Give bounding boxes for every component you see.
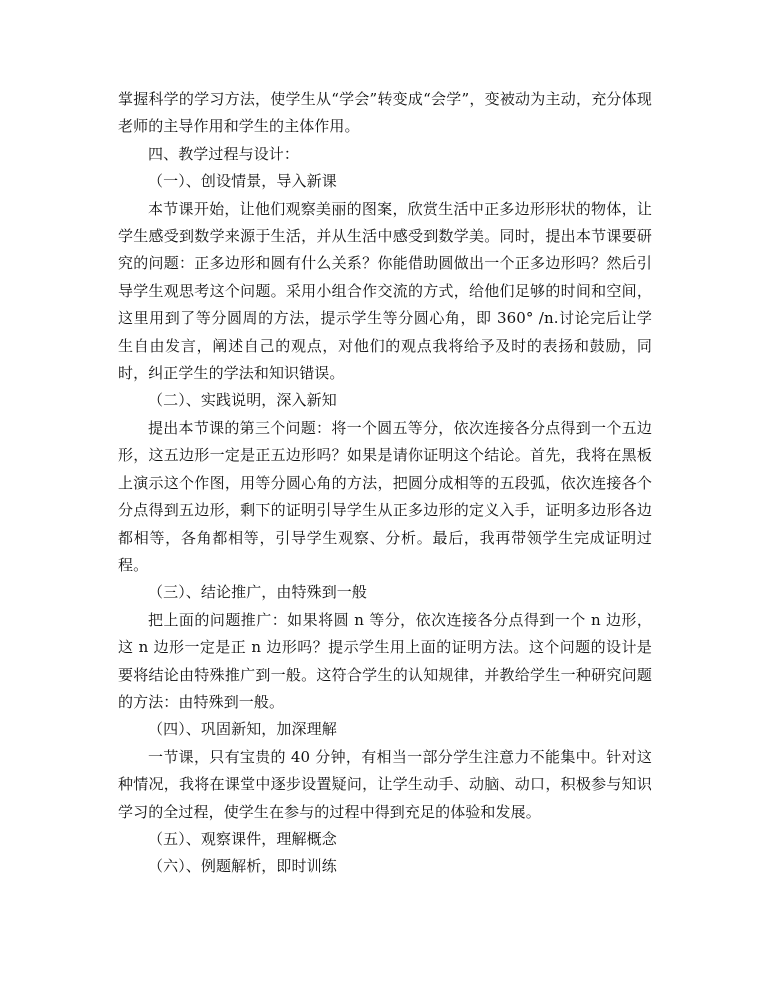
document-body — [118, 86, 652, 881]
subsection-heading-3: （三）、结论推广，由特殊到一般 — [148, 583, 368, 602]
subsection-heading-1: （一）、创设情景，导入新课 — [148, 172, 337, 191]
paragraph-learning-methods: 掌握科学的学习方法，使学生从“学会”转变成“会学”，变被动为主动，充分体现老师的主导作用和学生的主体作用。 — [118, 90, 652, 136]
paragraph-subsection-1: 本节课开始，让他们观察美丽的图案，欣赏生活中正多边形形状的物体，让学生感受到数学来源于生活，并从生活中感受到数学美。同时，提出本节课要研究的问题：正多边形和圆有什么关系？你能借助圆做出一个正多边形吗？然后引导学生观思考这个问题。采用小组合作交流的方式，给他们足够的时间和空间，这里用到了等分圆周的方法，提示学生等分圆心角，即 360° /n.讨论完后让学生自由发言，阐述自己的观点，对他们的观点我将给予及时的表扬和鼓励，同时，纠正学生的学法和知识错误。 — [118, 199, 652, 383]
paragraph-subsection-3: 把上面的问题推广：如果将圆 n 等分，依次连接各分点得到一个 n 边形，这 n 边形一定是正 n 边形吗？提示学生用上面的证明方法。这个问题的设计是要将结论由特殊推广到一般。这符合学生的认知规律，并教给学生一种研究问题的方法：由特殊到一般。 — [118, 610, 652, 711]
section-heading-teaching-process: 四、教学过程与设计： — [148, 144, 300, 163]
paragraph-subsection-2: 提出本节课的第三个问题：将一个圆五等分，依次连接各分点得到一个五边形，这五边形一定是正五边形吗？如果是请你证明这个结论。首先，我将在黑板上演示这个作图，用等分圆心角的方法，把圆分成相等的五段弧，依次连接各个分点得到五边形，剩下的证明引导学生从正多边形的定义入手，证明多边形各边都相等，各角都相等，引导学生观察、分析。最后，我再带领学生完成证明过程。 — [118, 418, 652, 574]
subsection-heading-2: （二）、实践说明，深入新知 — [148, 391, 337, 410]
subsection-heading-5: （五）、观察课件，理解概念 — [148, 829, 337, 848]
subsection-heading-4: （四）、巩固新知，加深理解 — [148, 720, 337, 739]
paragraph-subsection-4: 一节课，只有宝贵的 40 分钟，有相当一部分学生注意力不能集中。针对这种情况，我将在课堂中逐步设置疑问，让学生动手、动脑、动口，积极参与知识学习的全过程，使学生在参与的过程中得到充足的体验和发展。 — [118, 747, 652, 821]
subsection-heading-6: （六）、例题解析，即时训练 — [148, 857, 337, 876]
